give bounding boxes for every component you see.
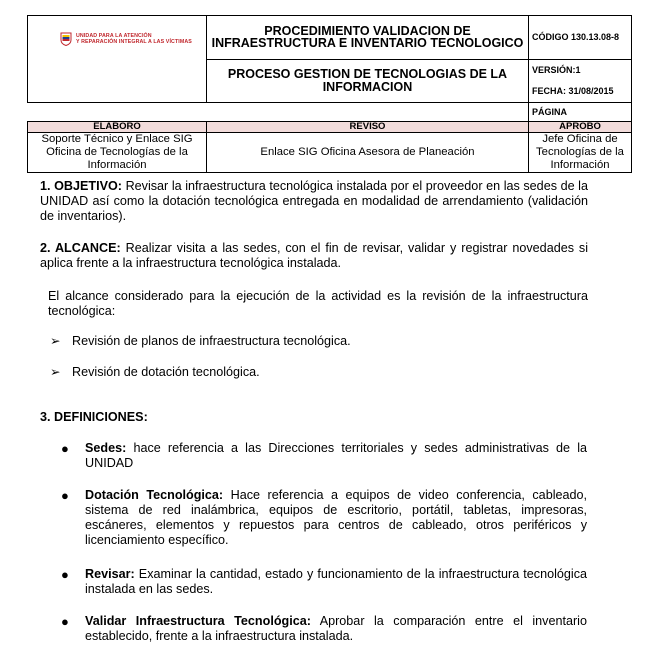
reviso-label: REVISO xyxy=(207,122,529,133)
document-header xyxy=(27,15,631,171)
aprobo-label: APROBO xyxy=(529,122,632,133)
definition-text: Hace referencia a equipos de video conferencia, cableado, sistema de red inalámbrica, equipos de escritorio, portátil, tabletas, impresoras, escáneres, elementos y repuestos para centros de cableado, otros periféricos y licenciamiento específico. xyxy=(85,488,588,547)
alcance-heading: 2. ALCANCE: xyxy=(40,241,121,255)
elaboro-value: Soporte Técnico y Enlace SIG Oficina de Tecnologías de la Información xyxy=(28,133,207,173)
aprobo-value: Jefe Oficina de Tecnologías de la Información xyxy=(529,133,632,173)
arrowhead-bullet-icon: ➢ xyxy=(50,365,61,379)
unidad-victimas-logo xyxy=(60,32,192,46)
colombia-seal-icon xyxy=(60,32,72,46)
definition-item xyxy=(85,441,587,471)
page-label: PÁGINA xyxy=(529,103,632,122)
header-table xyxy=(27,15,632,173)
definition-term: Sedes: xyxy=(85,441,127,455)
definiciones-heading: 3. DEFINICIONES: xyxy=(40,410,148,424)
definition-text: Examinar la cantidad, estado y funcionamiento de la infraestructura tecnológica instalada en las sedes. xyxy=(85,567,588,596)
document-code: CÓDIGO 130.13.08-8 xyxy=(529,16,632,60)
reviso-value: Enlace SIG Oficina Asesora de Planeación xyxy=(207,133,529,173)
definition-term: Dotación Tecnológica: xyxy=(85,488,224,502)
definition-term: Revisar: xyxy=(85,567,135,581)
definition-item xyxy=(85,488,587,548)
alcance-text: Realizar visita a las sedes, con el fin de revisar, validar y registrar novedades si aplica frente a la infraestructura tecnológica instalada. xyxy=(40,241,589,270)
alcance-item xyxy=(50,334,351,349)
objetivo-heading: 1. OBJETIVO: xyxy=(40,179,122,193)
bullet-dot-icon: ● xyxy=(61,614,69,629)
process-name: PROCESO GESTION DE TECNOLOGIAS DE LA INFORMACION xyxy=(207,59,529,103)
bullet-dot-icon: ● xyxy=(61,488,69,503)
document-date: FECHA: 31/08/2015 xyxy=(532,86,614,97)
logo-cell xyxy=(28,16,207,103)
definition-item xyxy=(85,614,587,644)
alcance-item-text: Revisión de planos de infraestructura tecnológica. xyxy=(72,334,351,348)
definition-text: hace referencia a las Direcciones territoriales y sedes administrativas de la UNIDAD xyxy=(85,441,587,470)
alcance-paragraph xyxy=(40,241,588,271)
definition-term: Validar Infraestructura Tecnológica: xyxy=(85,614,311,628)
logo-text-line1: UNIDAD PARA LA ATENCIÓN xyxy=(76,32,152,39)
elaboro-label: ELABORO xyxy=(28,122,207,133)
logo-text-line2: Y REPARACIÓN INTEGRAL A LAS VÍCTIMAS xyxy=(76,39,192,45)
alcance-item xyxy=(50,365,260,380)
bullet-dot-icon: ● xyxy=(61,567,69,582)
alcance-detail: El alcance considerado para la ejecución de la actividad es la revisión de la infraestructura tecnológica: xyxy=(48,289,588,318)
arrowhead-bullet-icon: ➢ xyxy=(50,334,61,348)
definition-item xyxy=(85,567,587,597)
procedure-title: PROCEDIMIENTO VALIDACION DE INFRAESTRUCTURA E INVENTARIO TECNOLOGICO xyxy=(207,16,529,60)
objetivo-paragraph xyxy=(40,179,588,224)
document-version: VERSIÓN:1 xyxy=(532,65,581,76)
definition-text: Aprobar la comparación entre el inventario establecido, frente a la infraestructura instalada. xyxy=(85,614,587,643)
bullet-dot-icon: ● xyxy=(61,441,69,456)
alcance-item-text: Revisión de dotación tecnológica. xyxy=(72,365,260,379)
objetivo-text: Revisar la infraestructura tecnológica instalada por el proveedor en las sedes de la UNIDAD así como la dotación tecnológica entregada en modalidad de arrendamiento (validación de inventarios). xyxy=(40,179,588,223)
